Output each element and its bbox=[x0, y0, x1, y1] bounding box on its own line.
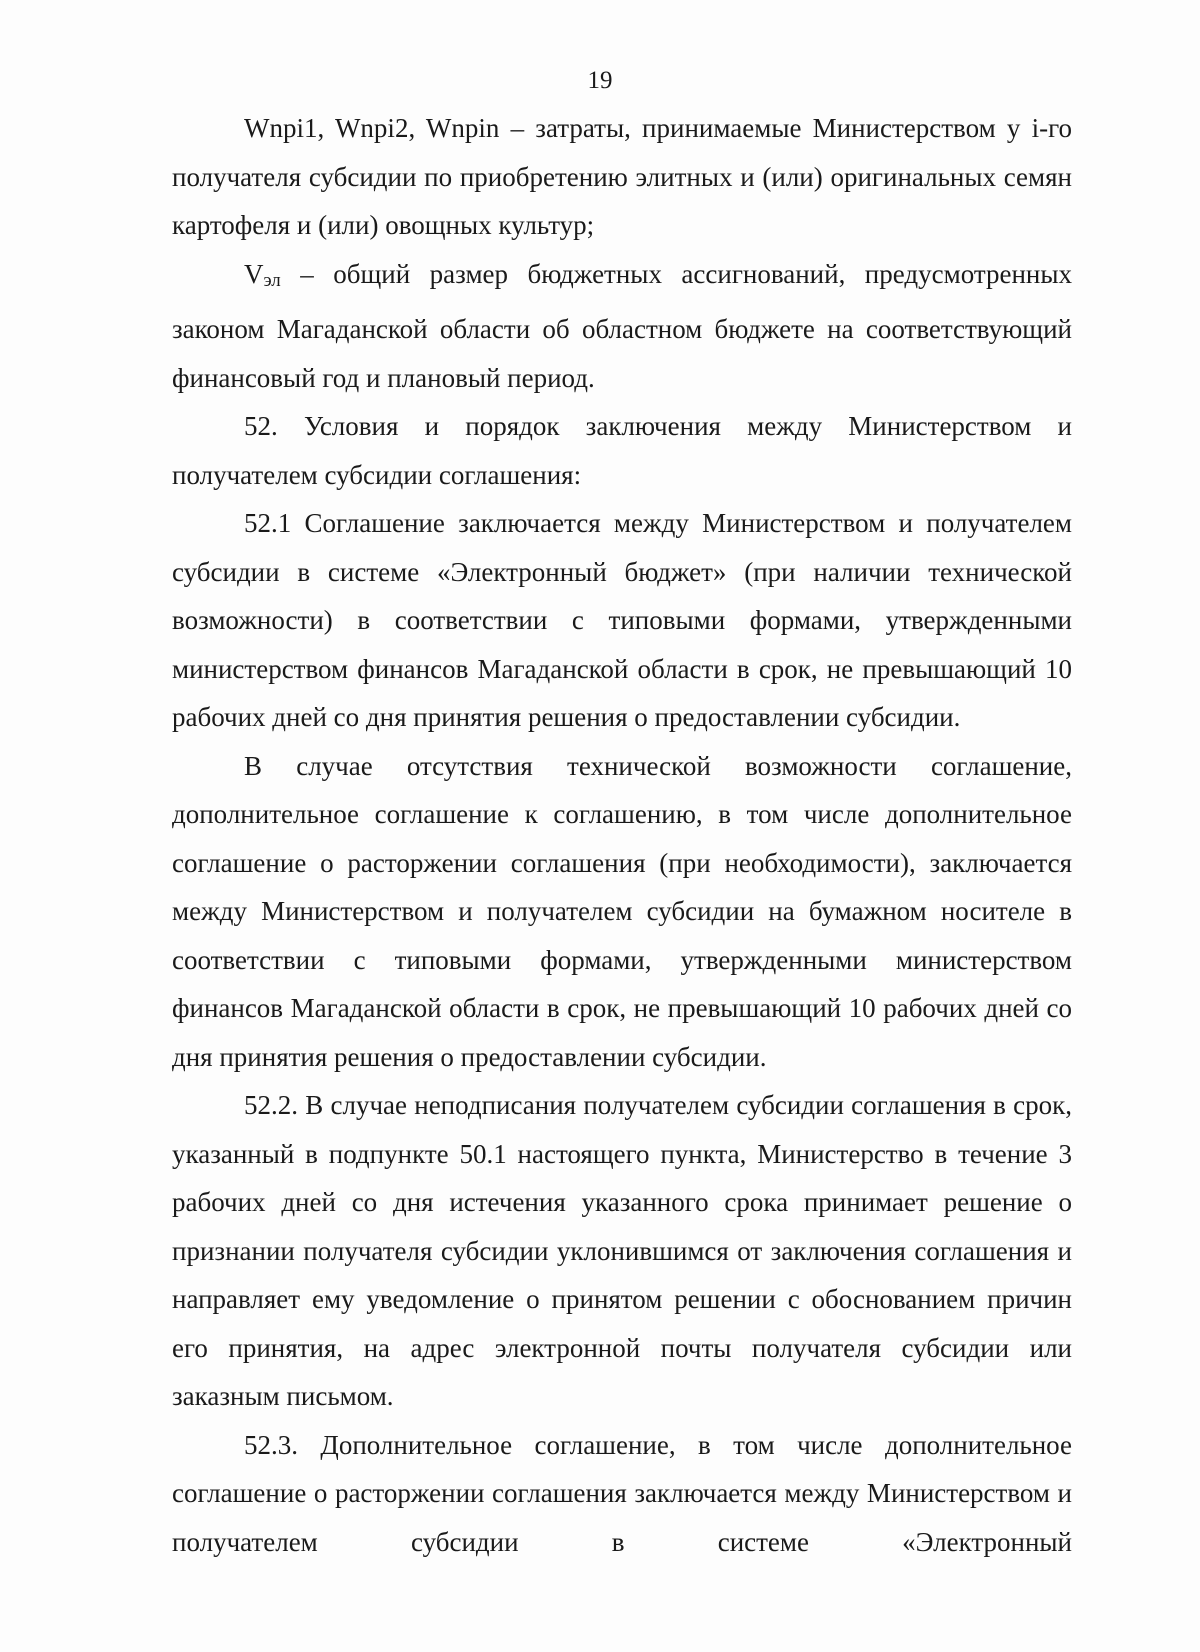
document-body bbox=[172, 104, 1072, 1566]
formula-variable: V bbox=[244, 258, 264, 289]
paragraph-52-2: 52.2. В случае неподписания получателем субсидии соглашения в срок, указанный в подпункте 50.1 настоящего пункта, Министерство в течение 3 рабочих дней со дня истечения указанного срока принимает решение о признании получателя субсидии уклонившимся от заключения соглашения и направляет ему уведомление о принятом решении с обоснованием причин его принятия, на адрес электронной почты получателя субсидии или заказным письмом. bbox=[172, 1090, 1072, 1411]
paragraph-52-1: 52.1 Соглашение заключается между Министерством и получателем субсидии в системе «Электронный бюджет» (при наличии технической возможности) в соответствии с типовыми формами, утвержденными министерством финансов Магаданской области в срок, не превышающий 10 рабочих дней со дня принятия решения о предоставлении субсидии. bbox=[172, 508, 1072, 732]
paragraph-no-technical-possibility: В случае отсутствия технической возможности соглашение, дополнительное соглашение к соглашению, в том числе дополнительное соглашение о расторжении соглашения (при необходимости), заключается между Министерством и получателем субсидии на бумажном носителе в соответствии с типовыми формами, утвержденными министерством финансов Магаданской области в срок, не превышающий 10 рабочих дней со дня принятия решения о предоставлении субсидии. bbox=[172, 750, 1072, 1072]
paragraph-52: 52. Условия и порядок заключения между Министерством и получателем субсидии соглашения: bbox=[172, 411, 1072, 490]
page-number: 19 bbox=[587, 67, 613, 94]
paragraph-budget-definition bbox=[172, 250, 1072, 403]
paragraph-cost-definition bbox=[172, 104, 1072, 250]
formula-variable-subscript: эл bbox=[263, 269, 281, 291]
paragraph-text: – общий размер бюджетных ассигнований, предусмотренных законом Магаданской области об областном бюджете на соответствующий финансовый год и плановый период. bbox=[172, 258, 1072, 393]
paragraph-52-3: 52.3. Дополнительное соглашение, в том числе дополнительное соглашение о расторжении соглашения заключается между Министерством и получателем субсидии в системе «Электронный bbox=[172, 1429, 1072, 1557]
paragraph-text: – затраты, принимаемые Министерством у i-го получателя субсидии по приобретению элитных и (или) оригинальных семян картофеля и (или) овощных культур; bbox=[172, 113, 1072, 240]
formula-variables: Wnpi1, Wnpi2, Wnpin bbox=[244, 113, 500, 143]
